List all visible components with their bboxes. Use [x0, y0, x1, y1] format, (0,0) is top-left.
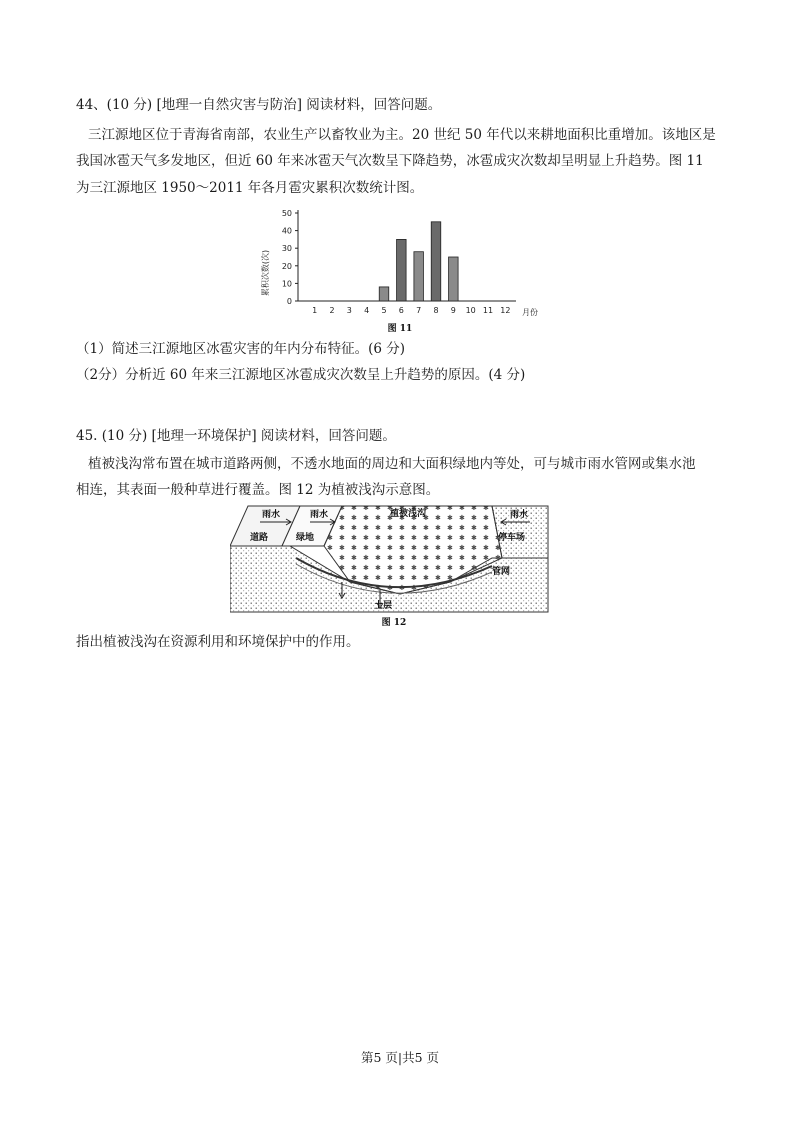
figure-11-chart: [258, 203, 538, 338]
chart-x-tick-label: 8: [433, 306, 439, 315]
q44-heading: 44、(10 分) [地理一自然灾害与防治] 阅读材料，回答问题。: [76, 97, 442, 113]
chart-y-tick-label: 20: [281, 261, 292, 271]
chart-y-tick-label: 0: [286, 297, 292, 306]
figure-12-diagram: [230, 502, 558, 628]
chart-y-tick-label: 50: [281, 209, 292, 218]
q44-subquestion-1: （1）简述三江源地区冰雹灾害的年内分布特征。(6 分): [76, 341, 406, 357]
chart-xlabel: 月份: [522, 308, 538, 317]
page-footer: 第5 页|共5 页: [360, 1050, 440, 1065]
label-soil: 土层: [374, 601, 393, 611]
label-greenland: 绿地: [296, 533, 315, 543]
vegetated-swale-diagram: [230, 502, 558, 628]
hail-bar-chart: [258, 203, 538, 338]
chart-bar-month-9: [449, 257, 459, 301]
chart-x-tick-label: 10: [465, 306, 476, 315]
q45-question: 指出植被浅沟在资源利用和环境保护中的作用。: [76, 634, 360, 650]
chart-y-tick-label: 10: [281, 279, 292, 289]
chart-x-tick-label: 9: [450, 306, 456, 315]
label-road: 道路: [250, 533, 269, 543]
chart-bar-month-8: [431, 222, 441, 301]
chart-x-tick-label: 6: [398, 306, 404, 315]
q44-paragraph-line-2: 我国冰雹天气多发地区，但近 60 年来冰雹天气次数呈下降趋势，冰雹成灾次数却呈明显上升趋势。图 11: [76, 153, 704, 169]
chart-bar-month-7: [414, 252, 424, 301]
chart-ylabel: 累积次数(次): [261, 249, 270, 297]
chart-y-tick-label: 30: [281, 244, 292, 254]
chart-bar-month-5: [379, 287, 389, 301]
label-rain-left-1: 雨水: [262, 510, 281, 520]
chart-x-tick-label: 5: [381, 306, 387, 315]
chart-title: 图 11: [387, 324, 413, 334]
label-rain-left-2: 雨水: [310, 510, 329, 520]
q45-heading: 45. (10 分) [地理一环境保护] 阅读材料，回答问题。: [76, 428, 396, 444]
figure-12-caption: 图 12: [381, 618, 407, 628]
label-rain-right: 雨水: [510, 510, 529, 520]
q45-paragraph-line-1: 植被浅沟常布置在城市道路两侧，不透水地面的周边和大面积绿地内等处，可与城市雨水管网或集水池: [88, 456, 696, 472]
chart-x-tick-label: 3: [346, 306, 352, 315]
chart-x-tick-label: 11: [482, 306, 494, 315]
chart-x-tick-label: 12: [500, 306, 511, 315]
q45-paragraph-line-2: 相连，其表面一般种草进行覆盖。图 12 为植被浅沟示意图。: [76, 482, 440, 498]
chart-x-tick-label: 7: [416, 306, 422, 315]
label-pipe: 管网: [492, 567, 511, 577]
chart-x-tick-label: 1: [312, 306, 318, 315]
label-swale: 植被浅沟: [390, 509, 427, 519]
label-parking: 停车场: [498, 533, 526, 543]
chart-y-tick-label: 40: [281, 226, 292, 236]
q44-subquestion-2: （2分）分析近 60 年来三江源地区冰雹成灾次数呈上升趋势的原因。(4 分): [76, 367, 526, 383]
chart-x-tick-label: 4: [364, 306, 370, 315]
q44-paragraph-line-3: 为三江源地区 1950～2011 年各月雹灾累积次数统计图。: [76, 180, 424, 196]
chart-bar-month-6: [397, 239, 407, 301]
q44-paragraph-line-1: 三江源地区位于青海省南部，农业生产以畜牧业为主。20 世纪 50 年代以来耕地面积比重增加。该地区是: [88, 127, 716, 143]
chart-x-tick-label: 2: [329, 306, 335, 315]
